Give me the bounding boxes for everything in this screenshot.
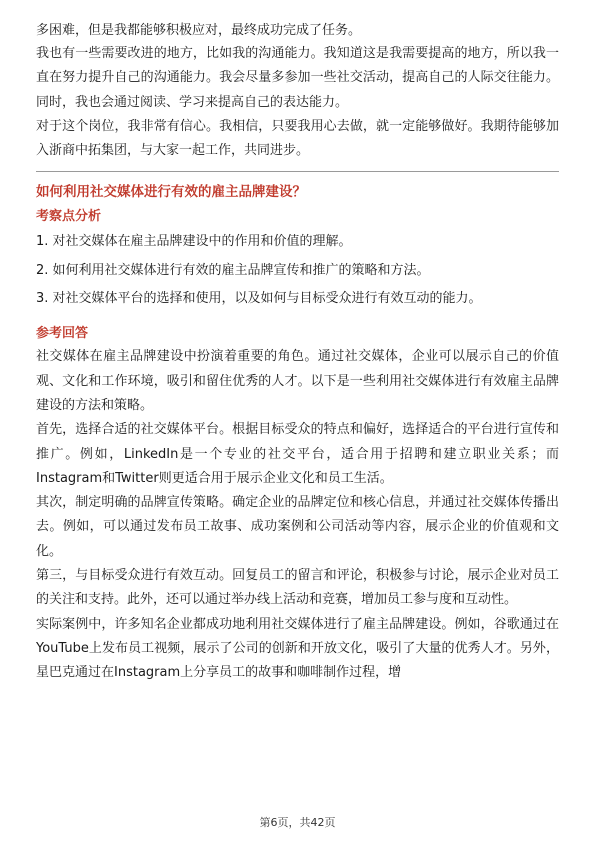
answer-paragraph: 第三，与目标受众进行有效互动。回复员工的留言和评论，积极参与讨论，展示企业对员工的关注和支持。此外，还可以通过举办线上活动和竞赛，增加员工参与度和互动性。 [36,568,559,608]
answer-heading: 参考回答 [36,326,89,342]
analysis-point: 2. 如何利用社交媒体进行有效的雇主品牌宣传和推广的策略和方法。 [36,262,430,278]
page-number: 第6页，共42页 [259,816,336,829]
answer-paragraph: 首先，选择合适的社交媒体平台。根据目标受众的特点和偏好，选择适合的平台进行宣传和推广。例如，LinkedIn是一个专业的社交平台，适合用于招聘和建立职业关系；而Instagram和Twitter则更适合用于展示企业文化和员工生活。 [36,422,559,486]
body-paragraph: 我也有一些需要改进的地方，比如我的沟通能力。我知道这是我需要提高的地方，所以我一直在努力提升自己的沟通能力。我会尽量多参加一些社交活动，提高自己的人际交往能力。同时，我也会通过阅读、学习来提高自己的表达能力。 [36,46,559,110]
answer-paragraph: 其次，制定明确的品牌宣传策略。确定企业的品牌定位和核心信息，并通过社交媒体传播出去。例如，可以通过发布员工故事、成功案例和公司活动等内容，展示企业的价值观和文化。 [36,495,559,559]
answer-paragraph: 社交媒体在雇主品牌建设中扮演着重要的角色。通过社交媒体，企业可以展示自己的价值观、文化和工作环境，吸引和留住优秀的人才。以下是一些利用社交媒体进行有效雇主品牌建设的方法和策略。 [36,349,559,413]
section-divider [36,171,559,172]
page-content [36,20,559,686]
analysis-point: 3. 对社交媒体平台的选择和使用，以及如何与目标受众进行有效互动的能力。 [36,291,482,307]
body-paragraph: 多困难，但是我都能够积极应对，最终成功完成了任务。 [36,23,362,38]
body-paragraph: 对于这个岗位，我非常有信心。我相信，只要我用心去做，就一定能够做好。我期待能够加入浙商中拓集团，与大家一起工作，共同进步。 [36,118,559,159]
answer-paragraph: 实际案例中，许多知名企业都成功地利用社交媒体进行了雇主品牌建设。例如，谷歌通过在YouTube上发布员工视频，展示了公司的创新和开放文化，吸引了大量的优秀人才。另外，星巴克通过在Instagram上分享员工的故事和咖啡制作过程，增 [36,616,559,681]
analysis-point: 1. 对社交媒体在雇主品牌建设中的作用和价值的理解。 [36,234,352,250]
analysis-heading: 考察点分析 [36,209,102,225]
question-title: 如何利用社交媒体进行有效的雇主品牌建设？ [36,184,306,201]
